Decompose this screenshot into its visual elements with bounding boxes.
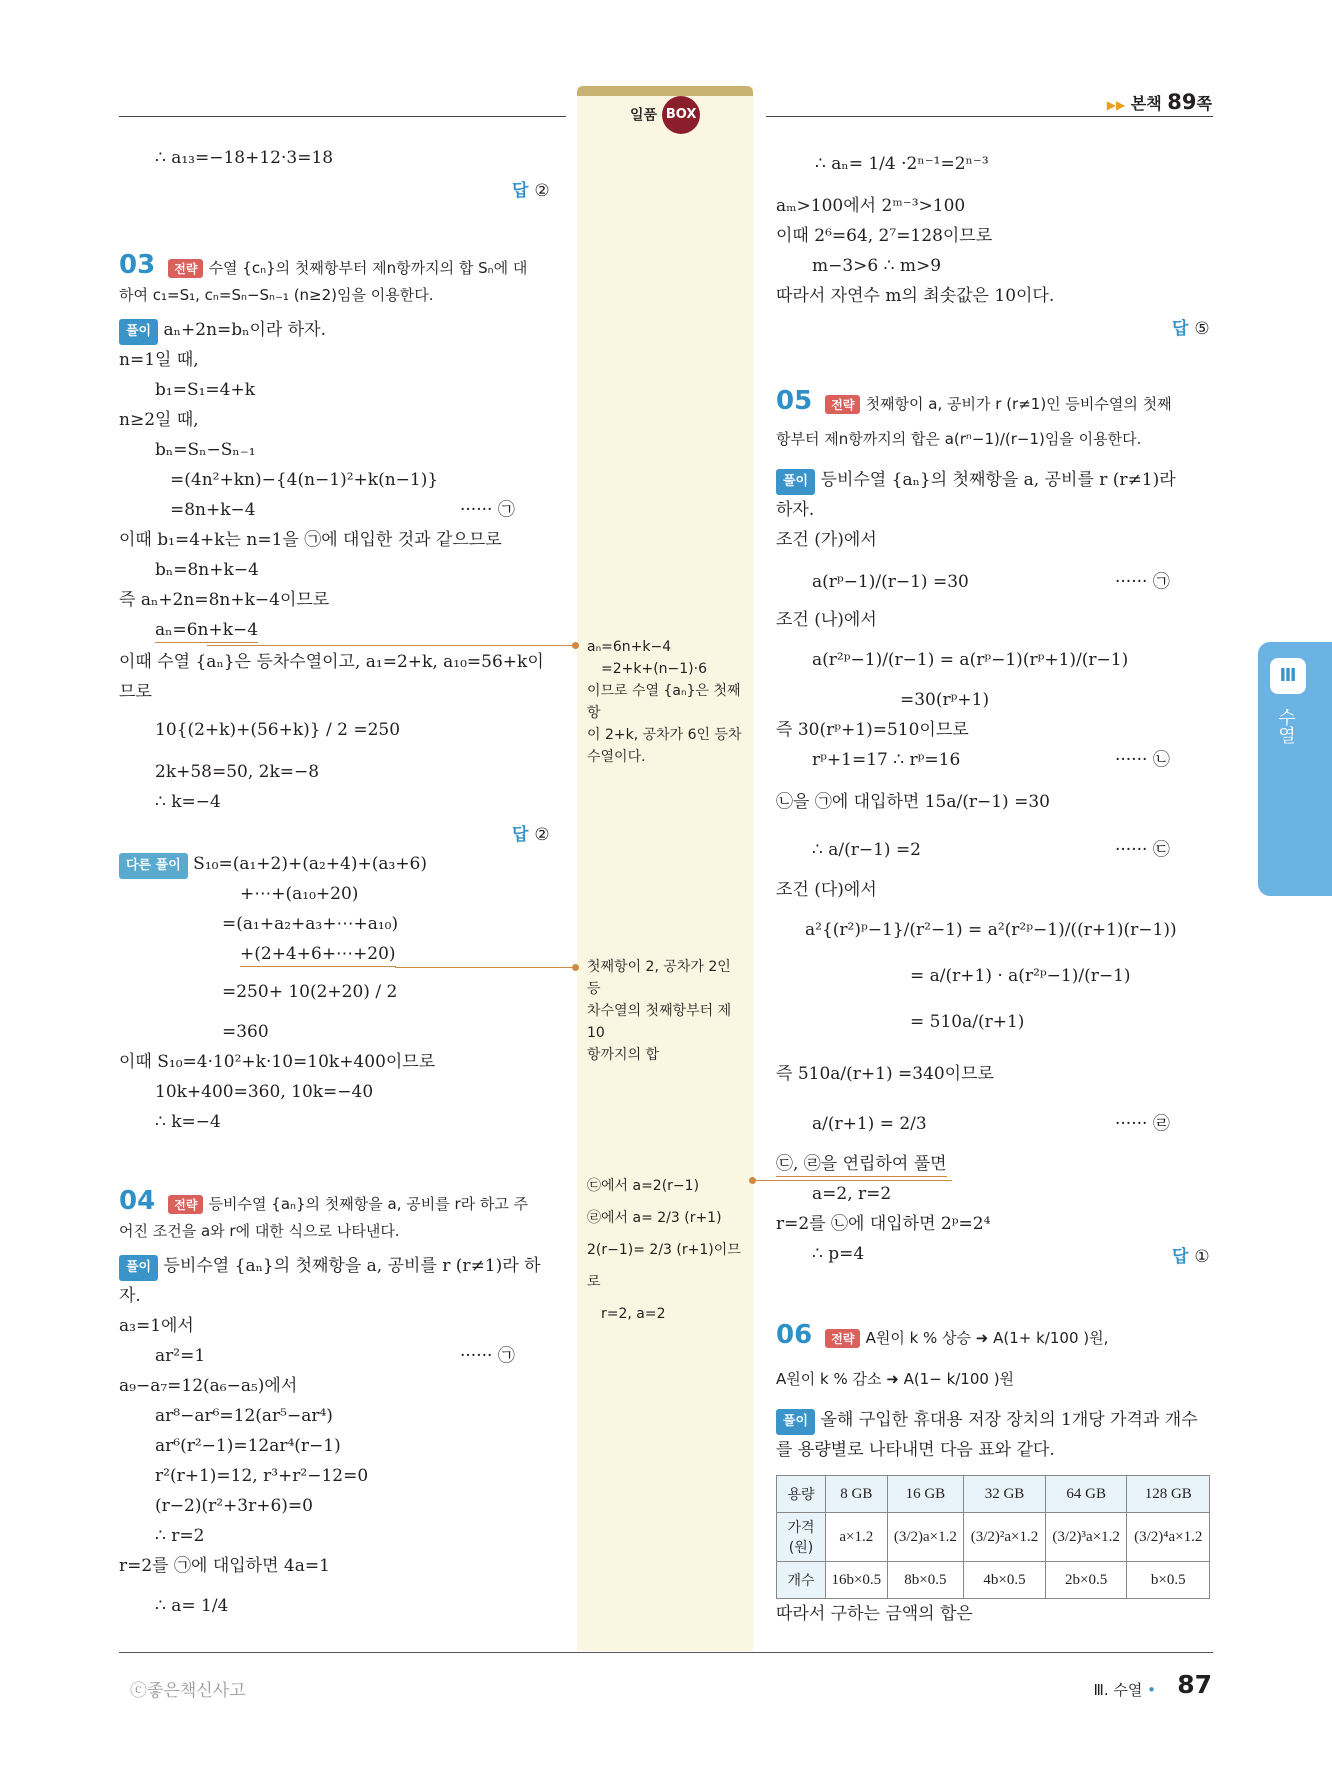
solution-line: n≥2일 때, <box>119 410 199 430</box>
table-cell: (3/2)⁴a×1.2 <box>1127 1513 1210 1562</box>
center-note-column <box>577 86 753 1651</box>
solution-line: 이때 2⁶=64, 2⁷=128이므로 <box>776 226 993 246</box>
table-cell: a×1.2 <box>826 1513 888 1562</box>
solution-line: r=2를 ㉡에 대입하면 2ᵖ=2⁴ <box>776 1214 991 1234</box>
solution-line: ∴ aₙ= 1/4 ·2ⁿ⁻¹=2ⁿ⁻³ <box>815 154 989 174</box>
solution-line: ∴ r=2 <box>155 1526 205 1546</box>
note-connector <box>395 967 577 968</box>
table-cell: 2b×0.5 <box>1045 1562 1127 1599</box>
solution-badge: 풀이 <box>119 1255 158 1281</box>
solution-line: (r−2)(r²+3r+6)=0 <box>155 1496 313 1516</box>
strategy-badge: 전략 <box>168 1195 203 1214</box>
badge-label: 일품 <box>630 107 658 124</box>
solution-line: 풀이 올해 구입한 휴대용 저장 장치의 1개당 가격과 개수 <box>776 1408 1198 1435</box>
solution-line: ∴ p=4 <box>812 1244 865 1264</box>
alt-solution-line: +⋯+(a₁₀+20) <box>240 884 359 904</box>
answer-prev: 답 ② <box>512 181 550 201</box>
solution-line: 풀이 등비수열 {aₙ}의 첫째항을 a, 공비를 r (r≠1)라 하 <box>119 1254 541 1281</box>
alt-solution-badge: 다른 풀이 <box>119 853 188 879</box>
fraction-equation: 10{(2+k)+(56+k)} / 2 =250 <box>155 720 401 740</box>
strategy-badge: 전략 <box>825 395 860 414</box>
table-cell: 64 GB <box>1045 1476 1127 1513</box>
strategy-text: 수열 {cₙ}의 첫째항부터 제n항까지의 합 Sₙ에 대 <box>208 259 528 277</box>
equation-marker: ······ ㉠ <box>460 500 515 520</box>
alt-solution-line: ∴ k=−4 <box>155 1112 221 1132</box>
alt-solution-line: 이때 S₁₀=4·10²+k·10=10k+400이므로 <box>119 1052 436 1072</box>
equation-marker: ······ ㉡ <box>1115 750 1170 770</box>
connector-dot <box>749 1177 756 1184</box>
publisher-copyright: ⓒ좋은책신사고 <box>130 1681 246 1701</box>
solution-line: a=2, r=2 <box>812 1184 892 1204</box>
footer-rule <box>119 1652 1213 1653</box>
problem-number: 06 <box>776 1320 813 1350</box>
center-column-tab <box>577 86 753 96</box>
solution-line: =(4n²+kn)−{4(n−1)²+k(n−1)} <box>170 470 439 490</box>
bullet-icon: • <box>1147 1681 1156 1699</box>
line-a13: ∴ a₁₃=−18+12·3=18 <box>155 148 334 168</box>
fraction-equation: a(rᵖ−1)/(r−1) =30 <box>812 572 969 592</box>
table-cell: (3/2)a×1.2 <box>887 1513 964 1562</box>
solution-line: r²(r+1)=12, r³+r²−12=0 <box>155 1466 369 1486</box>
strategy-text: 항부터 제n항까지의 합은 a(rⁿ−1)/(r−1)임을 이용한다. <box>776 430 1142 448</box>
table-cell: 16 GB <box>887 1476 964 1513</box>
connector-dot <box>572 964 579 971</box>
solution-line: =30(rᵖ+1) <box>900 690 990 710</box>
ilpum-box-badge <box>630 96 700 134</box>
solution-line: m−3>6 ∴ m>9 <box>812 256 942 276</box>
problem-number: 03 <box>119 250 156 280</box>
strategy-text: A원이 k % 감소 ➜ A(1− k/100 )원 <box>776 1370 1015 1388</box>
fraction-equation: = a/(r+1) · a(r²ᵖ−1)/(r−1) <box>910 966 1131 986</box>
note-connector <box>207 645 577 646</box>
reference-page <box>1107 90 1212 114</box>
solution-badge: 풀이 <box>776 469 815 495</box>
chapter-number-badge: Ⅲ <box>1270 658 1306 694</box>
table-cell: (3/2)²a×1.2 <box>964 1513 1046 1562</box>
solution-line: 므로 <box>119 682 152 702</box>
solution-line: rᵖ+1=17 ∴ rᵖ=16 <box>812 750 961 770</box>
table-cell: 128 GB <box>1127 1476 1210 1513</box>
solution-line: a₃=1에서 <box>119 1316 194 1336</box>
table-row <box>777 1513 1210 1562</box>
equation-marker: ······ ㉢ <box>1115 840 1170 860</box>
table-cell: 가격 (원) <box>777 1513 826 1562</box>
arrow-icon: ▶▶ <box>1106 98 1126 112</box>
solution-line: bₙ=8n+k−4 <box>155 560 259 580</box>
table-cell: 4b×0.5 <box>964 1562 1046 1599</box>
alt-solution-line: 10k+400=360, 10k=−40 <box>155 1082 374 1102</box>
alt-solution-line: =250+ 10(2+20) / 2 <box>222 982 398 1002</box>
solution-line: ar²=1 <box>155 1346 206 1366</box>
fraction-equation: a²{(r²)ᵖ−1}/(r²−1) = a²(r²ᵖ−1)/((r+1)(r−1)) <box>805 920 1177 940</box>
problem-04-heading <box>119 1186 528 1216</box>
solution-line: ∴ a= 1/4 <box>155 1596 229 1616</box>
side-note: 첫째항이 2, 공차가 2인 등 차수열의 첫째항부터 제10 항까지의 합 <box>587 959 732 1063</box>
solution-line: bₙ=Sₙ−Sₙ₋₁ <box>155 440 256 460</box>
solution-line: 따라서 구하는 금액의 합은 <box>776 1604 973 1624</box>
strategy-badge: 전략 <box>825 1329 860 1348</box>
solution-line: 조건 (나)에서 <box>776 610 877 630</box>
fraction-equation: a(r²ᵖ−1)/(r−1) = a(rᵖ−1)(rᵖ+1)/(r−1) <box>812 650 1129 670</box>
highlighted-solve: ㉢, ㉣을 연립하여 풀면 <box>776 1152 947 1177</box>
highlighted-sum: +(2+4+6+⋯+20) <box>240 942 396 967</box>
table-cell: 32 GB <box>964 1476 1046 1513</box>
page-number: 87 <box>1177 1670 1212 1699</box>
side-note: aₙ=6n+k−4 =2+k+(n−1)·6 이므로 수열 {aₙ}은 첫째항 이 2+k, 공차가 6인 등차 수열이다. <box>587 639 742 765</box>
connector-dot <box>572 642 579 649</box>
ref-page-number: 89 <box>1167 90 1197 114</box>
equation-marker: ······ ㉠ <box>460 1346 515 1366</box>
strategy-text: A원이 k % 상승 ➜ A(1+ k/100 )원, <box>865 1329 1109 1347</box>
solution-line: 조건 (가)에서 <box>776 530 877 550</box>
solution-line: aₘ>100에서 2ᵐ⁻³>100 <box>776 196 966 216</box>
strategy-text: 어진 조건을 a와 r에 대한 식으로 나타낸다. <box>119 1222 400 1240</box>
solution-line: ar⁶(r²−1)=12ar⁴(r−1) <box>155 1436 341 1456</box>
strategy-badge: 전략 <box>168 259 203 278</box>
answer: 답 ① <box>1172 1247 1210 1267</box>
solution-line: n=1일 때, <box>119 350 199 370</box>
fraction-equation: a/(r+1) = 2/3 <box>812 1114 927 1134</box>
box-circle: BOX <box>662 96 700 134</box>
solution-line: 풀이 등비수열 {aₙ}의 첫째항을 a, 공비를 r (r≠1)라 <box>776 468 1176 495</box>
answer: 답 ② <box>512 825 550 845</box>
highlighted-result: aₙ=6n+k−4 <box>155 618 258 643</box>
solution-line: =8n+k−4 <box>170 500 256 520</box>
table-cell: 8 GB <box>826 1476 888 1513</box>
solution-line: ar⁸−ar⁶=12(ar⁵−ar⁴) <box>155 1406 333 1426</box>
alt-solution-line: =(a₁+a₂+a₃+⋯+a₁₀) <box>222 914 399 934</box>
table-cell: 용량 <box>777 1476 826 1513</box>
header-rule <box>766 116 1213 117</box>
solution-badge: 풀이 <box>119 319 158 345</box>
solution-line: 즉 30(rᵖ+1)=510이므로 <box>776 720 969 740</box>
solution-line: ∴ k=−4 <box>155 792 221 812</box>
solution-line: 이때 수열 {aₙ}은 등차수열이고, a₁=2+k, a₁₀=56+k이 <box>119 652 544 672</box>
strategy-text: 하여 c₁=S₁, cₙ=Sₙ−Sₙ₋₁ (n≥2)임을 이용한다. <box>119 286 434 304</box>
strategy-text: 등비수열 {aₙ}의 첫째항을 a, 공비를 r라 하고 주 <box>208 1195 529 1213</box>
solution-badge: 풀이 <box>776 1409 815 1435</box>
strategy-text: 첫째항이 a, 공비가 r (r≠1)인 등비수열의 첫째 <box>865 395 1172 413</box>
fraction-equation: 즉 510a/(r+1) =340이므로 <box>776 1064 994 1084</box>
solution-line: 2k+58=50, 2k=−8 <box>155 762 320 782</box>
equation-marker: ······ ㉠ <box>1115 572 1170 592</box>
alt-solution-line: 다른 풀이 S₁₀=(a₁+2)+(a₂+4)+(a₃+6) <box>119 852 427 879</box>
problem-06-heading <box>776 1320 1108 1350</box>
capacity-price-table <box>776 1475 1210 1599</box>
fraction-equation: ∴ a/(r−1) =2 <box>812 840 921 860</box>
table-row <box>777 1476 1210 1513</box>
solution-line: r=2를 ㉠에 대입하면 4a=1 <box>119 1556 330 1576</box>
equation-marker: ······ ㉣ <box>1115 1114 1170 1134</box>
table-cell: 16b×0.5 <box>826 1562 888 1599</box>
solution-line: ㉡을 ㉠에 대입하면 15a/(r−1) =30 <box>776 792 1050 812</box>
solution-line: a₉−a₇=12(a₆−a₅)에서 <box>119 1376 298 1396</box>
table-cell: b×0.5 <box>1127 1562 1210 1599</box>
problem-number: 05 <box>776 386 813 416</box>
side-note: ㉢에서 a=2(r−1) ㉣에서 a= 2/3 (r+1) 2(r−1)= 2/3 (r+1)이므 로 r=2, a=2 <box>587 1178 741 1322</box>
note-connector <box>752 1180 952 1181</box>
solution-line: b₁=S₁=4+k <box>155 380 256 400</box>
problem-05-heading <box>776 386 1172 416</box>
problem-number: 04 <box>119 1186 156 1216</box>
solution-line: 즉 aₙ+2n=8n+k−4이므로 <box>119 590 330 610</box>
ref-suffix: 쪽 <box>1196 94 1212 113</box>
solution-line: 이때 b₁=4+k는 n=1을 ㉠에 대입한 것과 같으므로 <box>119 530 502 550</box>
answer: 답 ⑤ <box>1172 319 1210 339</box>
table-cell: 8b×0.5 <box>887 1562 964 1599</box>
solution-line: 를 용량별로 나타내면 다음 표와 같다. <box>776 1440 1055 1460</box>
solution-line: 조건 (다)에서 <box>776 880 877 900</box>
problem-03-heading <box>119 250 527 280</box>
footer-chapter: Ⅲ. 수열 • <box>1093 1681 1156 1699</box>
chapter-name: 수열 <box>1275 708 1296 744</box>
solution-line: 하자. <box>776 500 815 520</box>
ref-prefix: 본책 <box>1130 94 1162 113</box>
table-cell: (3/2)³a×1.2 <box>1045 1513 1127 1562</box>
table-row <box>777 1562 1210 1599</box>
header-rule <box>119 116 566 117</box>
solution-line: 자. <box>119 1286 141 1306</box>
fraction-equation: = 510a/(r+1) <box>910 1012 1025 1032</box>
solution-line: 따라서 자연수 m의 최솟값은 10이다. <box>776 286 1055 306</box>
alt-solution-line: =360 <box>222 1022 269 1042</box>
solution-line: 풀이 aₙ+2n=bₙ이라 하자. <box>119 318 326 345</box>
table-cell: 개수 <box>777 1562 826 1599</box>
